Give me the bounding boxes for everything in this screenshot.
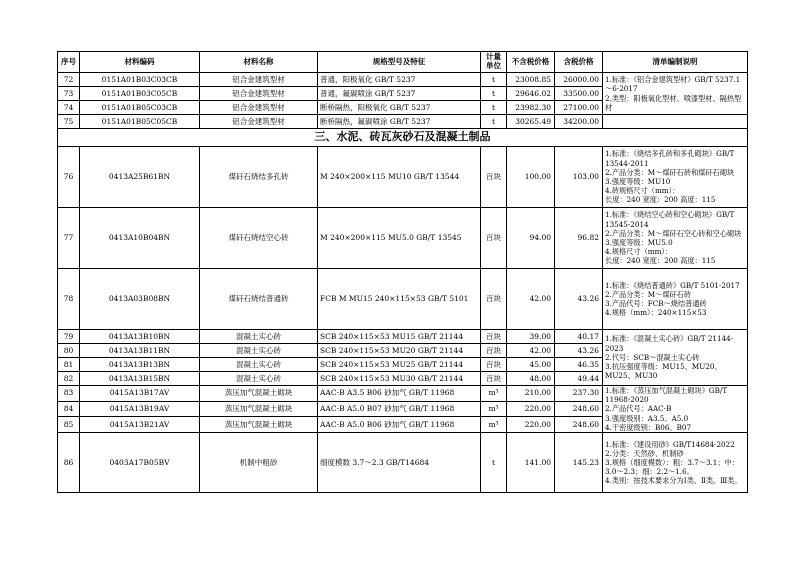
table-row — [58, 330, 748, 344]
note-cell: 1.标准：《蒸压加气混凝土砌块》GB/T 11968-2020 2.产品代号：AAC-B 3.强度级别：A3.5、A5.0 4.干密度级别：B06、B07 — [603, 386, 748, 433]
note-cell: 1.标准：《建设用砂》GB/T14684-2022 2.分类：天然砂、机制砂 3.规格（细度模数）：粗：3.7～3.1；中：3.0～2.3；细：2.2～1.6。 4.类别：按技术要求分为Ⅰ类、Ⅱ类、Ⅲ类。 — [603, 433, 748, 493]
pre-tax-cell: 94.00 — [507, 208, 555, 269]
section-title: 三、水泥、砖瓦灰砂石及混凝土制品 — [58, 129, 748, 147]
spec-cell: 断桥隔热，氟碳喷涂 GB/T 5237 — [318, 115, 481, 129]
header-unit: 计量单位 — [481, 52, 507, 73]
pre-tax-cell: 210.00 — [507, 386, 555, 402]
unit-cell: 百块 — [481, 208, 507, 269]
unit-cell: m³ — [481, 417, 507, 433]
header-name: 材料名称 — [200, 52, 318, 73]
spec-cell: 普通，阳极氧化 GB/T 5237 — [318, 73, 481, 87]
name-cell: 蒸压加气混凝土砌块 — [200, 417, 318, 433]
pre-tax-cell: 45.00 — [507, 358, 555, 372]
unit-cell: t — [481, 87, 507, 101]
code-cell: 0413A13B11BN — [80, 344, 200, 358]
unit-cell: 百块 — [481, 372, 507, 386]
name-cell: 煤矸石烧结多孔砖 — [200, 147, 318, 208]
spec-cell: FCB M MU15 240×115×53 GB/T 5101 — [318, 269, 481, 330]
code-cell: 0403A17B05BV — [80, 433, 200, 493]
seq-cell: 73 — [58, 87, 80, 101]
name-cell: 煤矸石烧结普通砖 — [200, 269, 318, 330]
tax-price-cell: 248.60 — [555, 401, 603, 417]
code-cell: 0415A13B21AV — [80, 417, 200, 433]
unit-cell: 百块 — [481, 147, 507, 208]
name-cell: 煤矸石烧结空心砖 — [200, 208, 318, 269]
header-seq: 序号 — [58, 52, 80, 73]
seq-cell: 84 — [58, 401, 80, 417]
unit-cell: 百块 — [481, 330, 507, 344]
spec-cell: SCB 240×115×53 MU25 GB/T 21144 — [318, 358, 481, 372]
tax-price-cell: 49.44 — [555, 372, 603, 386]
code-cell: 0413A13B15BN — [80, 372, 200, 386]
table-row — [58, 208, 748, 269]
pre-tax-cell: 220.00 — [507, 401, 555, 417]
seq-cell: 85 — [58, 417, 80, 433]
unit-cell: 百块 — [481, 358, 507, 372]
name-cell: 混凝土实心砖 — [200, 358, 318, 372]
header-pre-tax: 不含税价格 — [507, 52, 555, 73]
header-spec: 规格型号及特征 — [318, 52, 481, 73]
code-cell: 0151A01B03C05CB — [80, 87, 200, 101]
seq-cell: 77 — [58, 208, 80, 269]
code-cell: 0151A01B05C05CB — [80, 115, 200, 129]
seq-cell: 72 — [58, 73, 80, 87]
tax-price-cell: 237.30 — [555, 386, 603, 402]
spec-cell: SCB 240×115×53 MU30 GB/T 21144 — [318, 372, 481, 386]
spec-cell: 细度模数 3.7～2.3 GB/T14684 — [318, 433, 481, 493]
unit-cell: m³ — [481, 386, 507, 402]
table-row — [58, 386, 748, 402]
tax-price-cell: 145.23 — [555, 433, 603, 493]
name-cell: 混凝土实心砖 — [200, 344, 318, 358]
code-cell: 0413A13B13BN — [80, 358, 200, 372]
name-cell: 铝合金建筑型材 — [200, 73, 318, 87]
name-cell: 蒸压加气混凝土砌块 — [200, 386, 318, 402]
code-cell: 0413A25B61BN — [80, 147, 200, 208]
table-row — [58, 433, 748, 493]
tax-price-cell: 248.60 — [555, 417, 603, 433]
header-row — [58, 52, 748, 73]
unit-cell: 百块 — [481, 344, 507, 358]
name-cell: 铝合金建筑型材 — [200, 115, 318, 129]
spec-cell: 断桥隔热，阳极氧化 GB/T 5237 — [318, 101, 481, 115]
name-cell: 铝合金建筑型材 — [200, 101, 318, 115]
seq-cell: 86 — [58, 433, 80, 493]
note-cell: 1.标准：《烧结普通砖》GB/T 5101-2017 2.产品分类：M～煤矸石砖 3.产品代号：FCB～烧结普通砖 4.规格（mm）：240×115×53 — [603, 269, 748, 330]
spec-cell: AAC-B A5.0 B06 砂加气 GB/T 11968 — [318, 417, 481, 433]
tax-price-cell: 43.26 — [555, 269, 603, 330]
spec-cell: SCB 240×115×53 MU20 GB/T 21144 — [318, 344, 481, 358]
pre-tax-cell: 42.00 — [507, 269, 555, 330]
seq-cell: 76 — [58, 147, 80, 208]
seq-cell: 82 — [58, 372, 80, 386]
price-table — [57, 51, 748, 493]
pre-tax-cell: 23982.30 — [507, 101, 555, 115]
tax-price-cell: 27100.00 — [555, 101, 603, 115]
name-cell: 混凝土实心砖 — [200, 330, 318, 344]
code-cell: 0413A10B04BN — [80, 208, 200, 269]
code-cell: 0151A01B05C03CB — [80, 101, 200, 115]
tax-price-cell: 96.82 — [555, 208, 603, 269]
pre-tax-cell: 23008.85 — [507, 73, 555, 87]
seq-cell: 80 — [58, 344, 80, 358]
name-cell: 蒸压加气混凝土砌块 — [200, 401, 318, 417]
note-cell: 1.标准：《混凝土实心砖》GB/T 21144-2023 2.代号：SCB～混凝土实心砖 3.抗压强度等级：MU15、MU20、MU25、MU30 — [603, 330, 748, 386]
unit-cell: t — [481, 115, 507, 129]
pre-tax-cell: 39.00 — [507, 330, 555, 344]
unit-cell: t — [481, 73, 507, 87]
seq-cell: 79 — [58, 330, 80, 344]
header-code: 材料编码 — [80, 52, 200, 73]
tax-price-cell: 103.00 — [555, 147, 603, 208]
name-cell: 铝合金建筑型材 — [200, 87, 318, 101]
unit-cell: t — [481, 101, 507, 115]
table-row — [58, 147, 748, 208]
section-row — [58, 129, 748, 147]
note-cell: 1.标准：《烧结空心砖和空心砌块》GB/T 13545-2014 2.产品分类：M～煤矸石空心砖和空心砌块 3.强度等级：MU5.0 4.规格尺寸（mm）： 长度：240 宽度：200 高度：115 — [603, 208, 748, 269]
spec-cell: SCB 240×115×53 MU15 GB/T 21144 — [318, 330, 481, 344]
spec-cell: M 240×200×115 MU10 GB/T 13544 — [318, 147, 481, 208]
tax-price-cell: 34200.00 — [555, 115, 603, 129]
name-cell: 机制中粗砂 — [200, 433, 318, 493]
unit-cell: 百块 — [481, 269, 507, 330]
tax-price-cell: 33500.00 — [555, 87, 603, 101]
table-row — [58, 73, 748, 87]
tax-price-cell: 26000.00 — [555, 73, 603, 87]
code-cell: 0415A13B19AV — [80, 401, 200, 417]
pre-tax-cell: 29646.02 — [507, 87, 555, 101]
pre-tax-cell: 141.00 — [507, 433, 555, 493]
spec-cell: M 240×200×115 MU5.0 GB/T 13545 — [318, 208, 481, 269]
pre-tax-cell: 48.00 — [507, 372, 555, 386]
code-cell: 0415A13B17AV — [80, 386, 200, 402]
pre-tax-cell: 100.00 — [507, 147, 555, 208]
seq-cell: 75 — [58, 115, 80, 129]
pre-tax-cell: 30265.49 — [507, 115, 555, 129]
table-row — [58, 115, 748, 129]
tax-price-cell: 43.26 — [555, 344, 603, 358]
seq-cell: 83 — [58, 386, 80, 402]
spec-cell: AAC-B A3.5 B06 砂加气 GB/T 11968 — [318, 386, 481, 402]
pre-tax-cell: 42.00 — [507, 344, 555, 358]
tax-price-cell: 40.17 — [555, 330, 603, 344]
code-cell: 0413A13B10BN — [80, 330, 200, 344]
seq-cell: 74 — [58, 101, 80, 115]
tax-price-cell: 46.35 — [555, 358, 603, 372]
code-cell: 0413A03B08BN — [80, 269, 200, 330]
note-cell: 1.标准：《铝合金建筑型材》GB/T 5237.1～6-2017 2.类型：阳极氧化型材、喷漆型材、隔热型材 — [603, 73, 748, 115]
header-tax-price: 含税价格 — [555, 52, 603, 73]
unit-cell: t — [481, 433, 507, 493]
seq-cell: 81 — [58, 358, 80, 372]
spec-cell: 普通，氟碳喷涂 GB/T 5237 — [318, 87, 481, 101]
spec-cell: AAC-B A5.0 B07 砂加气 GB/T 11968 — [318, 401, 481, 417]
table-row — [58, 269, 748, 330]
header-note: 清单编制说明 — [603, 52, 748, 73]
code-cell: 0151A01B03C03CB — [80, 73, 200, 87]
unit-cell: m³ — [481, 401, 507, 417]
pre-tax-cell: 220.00 — [507, 417, 555, 433]
note-cell: 1.标准：《烧结多孔砖和多孔砌块》GB/T 13544-2011 2.产品分类：M～煤矸石砖和煤矸石砌块 3.强度等级：MU10 4.砖规格尺寸（mm）： 长度：240 宽度：200 高度：115 — [603, 147, 748, 208]
name-cell: 混凝土实心砖 — [200, 372, 318, 386]
empty-note-cell — [603, 115, 748, 129]
seq-cell: 78 — [58, 269, 80, 330]
